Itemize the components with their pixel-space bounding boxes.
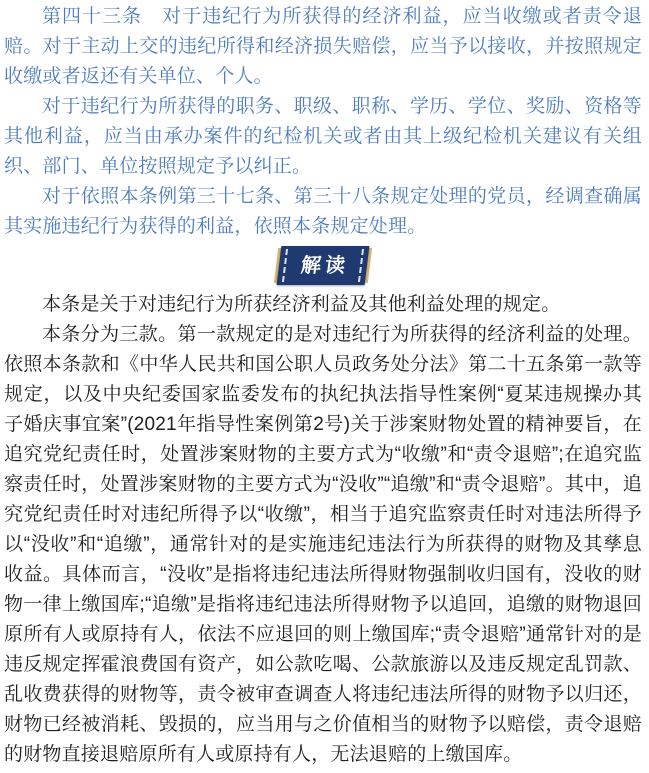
interpretation-paragraph: 本条是关于对违纪行为所获经济利益及其他利益处理的规定。 (42, 294, 561, 315)
ribbon-stitch-right (358, 249, 364, 282)
statute-paragraph: 对于依照本条例第三十七条、第三十八条规定处理的党员，经调查确属其实施违纪行为获得的利益，依照本条规定处理。 (4, 186, 642, 237)
ribbon-stitch-left (282, 249, 288, 282)
statute-section (4, 2, 642, 242)
interpretation-paragraph: 本条分为三款。第一款规定的是对违纪行为所获得的经济利益的处理。依照本条款和《中华人民共和国公职人员政务处分法》第二十五条第一款等规定，以及中央纪委国家监委发布的执纪执法指导性案例“夏某违规操办其子婚庆事宜案”(2021年指导性案例第2号)关于涉案财物处置的精神要旨，在追究党纪责任时，处置涉案财物的主要方式为“收缴”和“责令退赔”;在追究监察责任时，处置涉案财物的主要方式为“没收”“追缴”和“责令退赔”。其中，追究党纪责任时对违纪所得予以“收缴”，相当于追究监察责任时对违法所得予以“没收”和“追缴”，通常针对的是实施违纪违法行为所获得的财物及其孳息收益。具体而言，“没收”是指将违纪违法所得财物强制收归国有，没收的财物一律上缴国库;“追缴”是指将违纪违法所得财物予以追回，追缴的财物退回原所有人或原持有人，依法不应退回的则上缴国库;“责令退赔”通常针对的是违反规定挥霍浪费国有资产，如公款吃喝、公款旅游以及违反规定乱罚款、乱收费获得的财物等，责令被审查调查人将违纪违法所得的财物予以归还，财物已经被消耗、毁损的，应当用与之价值相当的财物予以赔偿，责令退赔的财物直接退赔原所有人或原持有人，无法退赔的上缴国库。 (4, 324, 642, 765)
section-divider (4, 242, 642, 290)
interpretation-section (4, 290, 642, 770)
statute-paragraph: 第四十三条 对于违纪行为所获得的经济利益，应当收缴或者责令退赔。对于主动上交的违纪所得和经济损失赔偿，应当予以接收，并按照规定收缴或者返还有关单位、个人。 (4, 6, 642, 87)
ribbon-body (277, 246, 370, 285)
statute-paragraph: 对于违纪行为所获得的职务、职级、职称、学历、学位、奖励、资格等其他利益，应当由承办案件的纪检机关或者由其上级纪检机关建议有关组织、部门、单位按照规定予以纠正。 (4, 96, 642, 177)
badge-label: 解读 (299, 254, 351, 277)
interpretation-badge (275, 246, 371, 285)
